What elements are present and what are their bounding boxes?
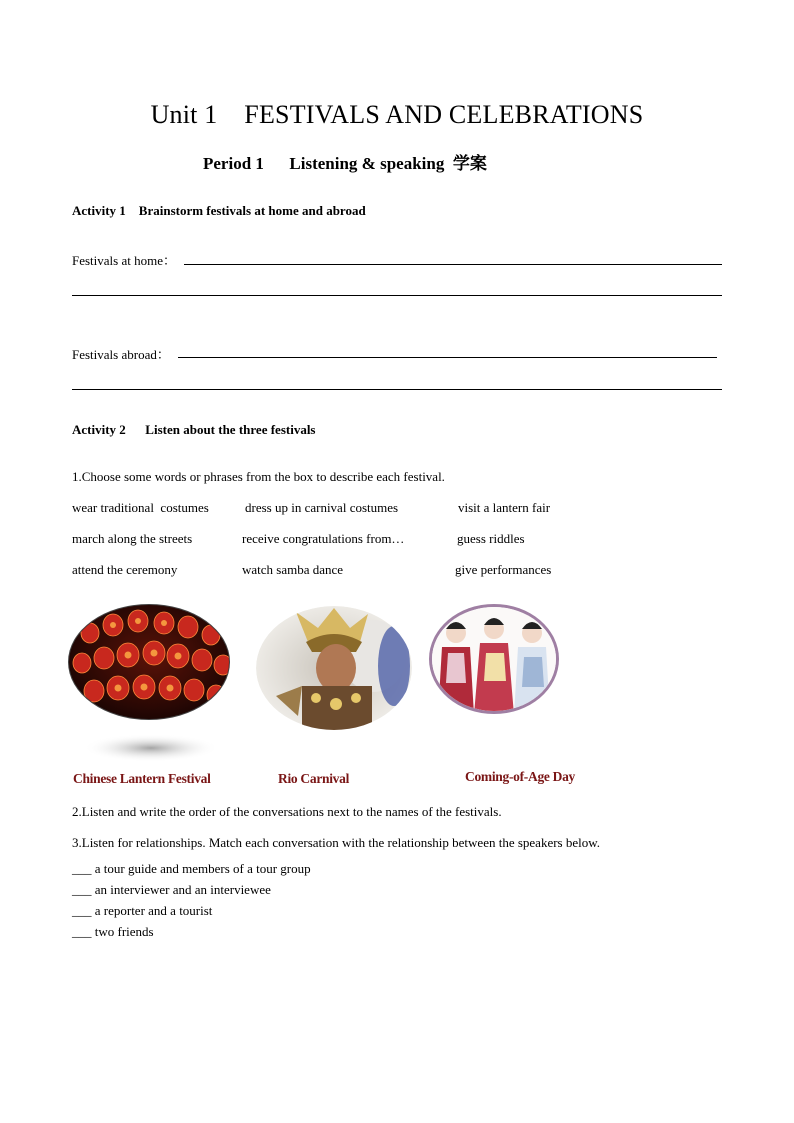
page-title: Unit 1 FESTIVALS AND CELEBRATIONS (150, 100, 644, 129)
phrase-item: give performances (455, 562, 552, 577)
relationship-item: ___ a tour guide and members of a tour group (72, 861, 311, 876)
festivals-abroad-answer-line-2[interactable] (72, 389, 722, 390)
phrase-item: attend the ceremony (72, 562, 178, 577)
phrase-item: march along the streets (72, 531, 193, 546)
relationship-item: ___ two friends (72, 924, 154, 939)
festivals-abroad-answer-line[interactable] (178, 357, 717, 358)
festivals-home-label: Festivals at home： (72, 253, 176, 268)
phrase-item: guess riddles (457, 531, 525, 546)
phrase-item: wear traditional costumes (72, 500, 209, 515)
phrase-item: visit a lantern fair (458, 500, 551, 515)
phrase-item: receive congratulations from… (242, 531, 405, 546)
task3-instruction: 3.Listen for relationships. Match each conversation with the relationship between the speakers below. (72, 835, 601, 850)
task2-instruction: 2.Listen and write the order of the conversations next to the names of the festivals. (72, 804, 502, 819)
coming-of-age-day-photo (428, 603, 560, 715)
festivals-abroad-label: Festivals abroad： (72, 347, 170, 362)
relationship-item: ___ an interviewer and an interviewee (72, 882, 271, 897)
relationship-item: ___ a reporter and a tourist (72, 903, 213, 918)
festivals-home-answer-line-2[interactable] (72, 295, 722, 296)
caption-coming-of-age-day: Coming-of-Age Day (465, 769, 576, 784)
lantern-festival-photo (68, 603, 234, 765)
caption-chinese-lantern-festival: Chinese Lantern Festival (73, 771, 211, 786)
activity2-heading: Activity 2 Listen about the three festivals (72, 422, 316, 437)
task1-instruction: 1.Choose some words or phrases from the box to describe each festival. (72, 469, 445, 484)
festivals-home-answer-line[interactable] (184, 264, 722, 265)
period-subtitle: Period 1 Listening & speaking 学案 (203, 154, 487, 173)
rio-carnival-photo (256, 606, 412, 730)
caption-rio-carnival: Rio Carnival (278, 771, 350, 786)
phrase-item: dress up in carnival costumes (245, 500, 399, 515)
photo-shadow (83, 734, 219, 762)
activity1-heading: Activity 1 Brainstorm festivals at home and abroad (72, 203, 366, 218)
phrase-item: watch samba dance (242, 562, 344, 577)
